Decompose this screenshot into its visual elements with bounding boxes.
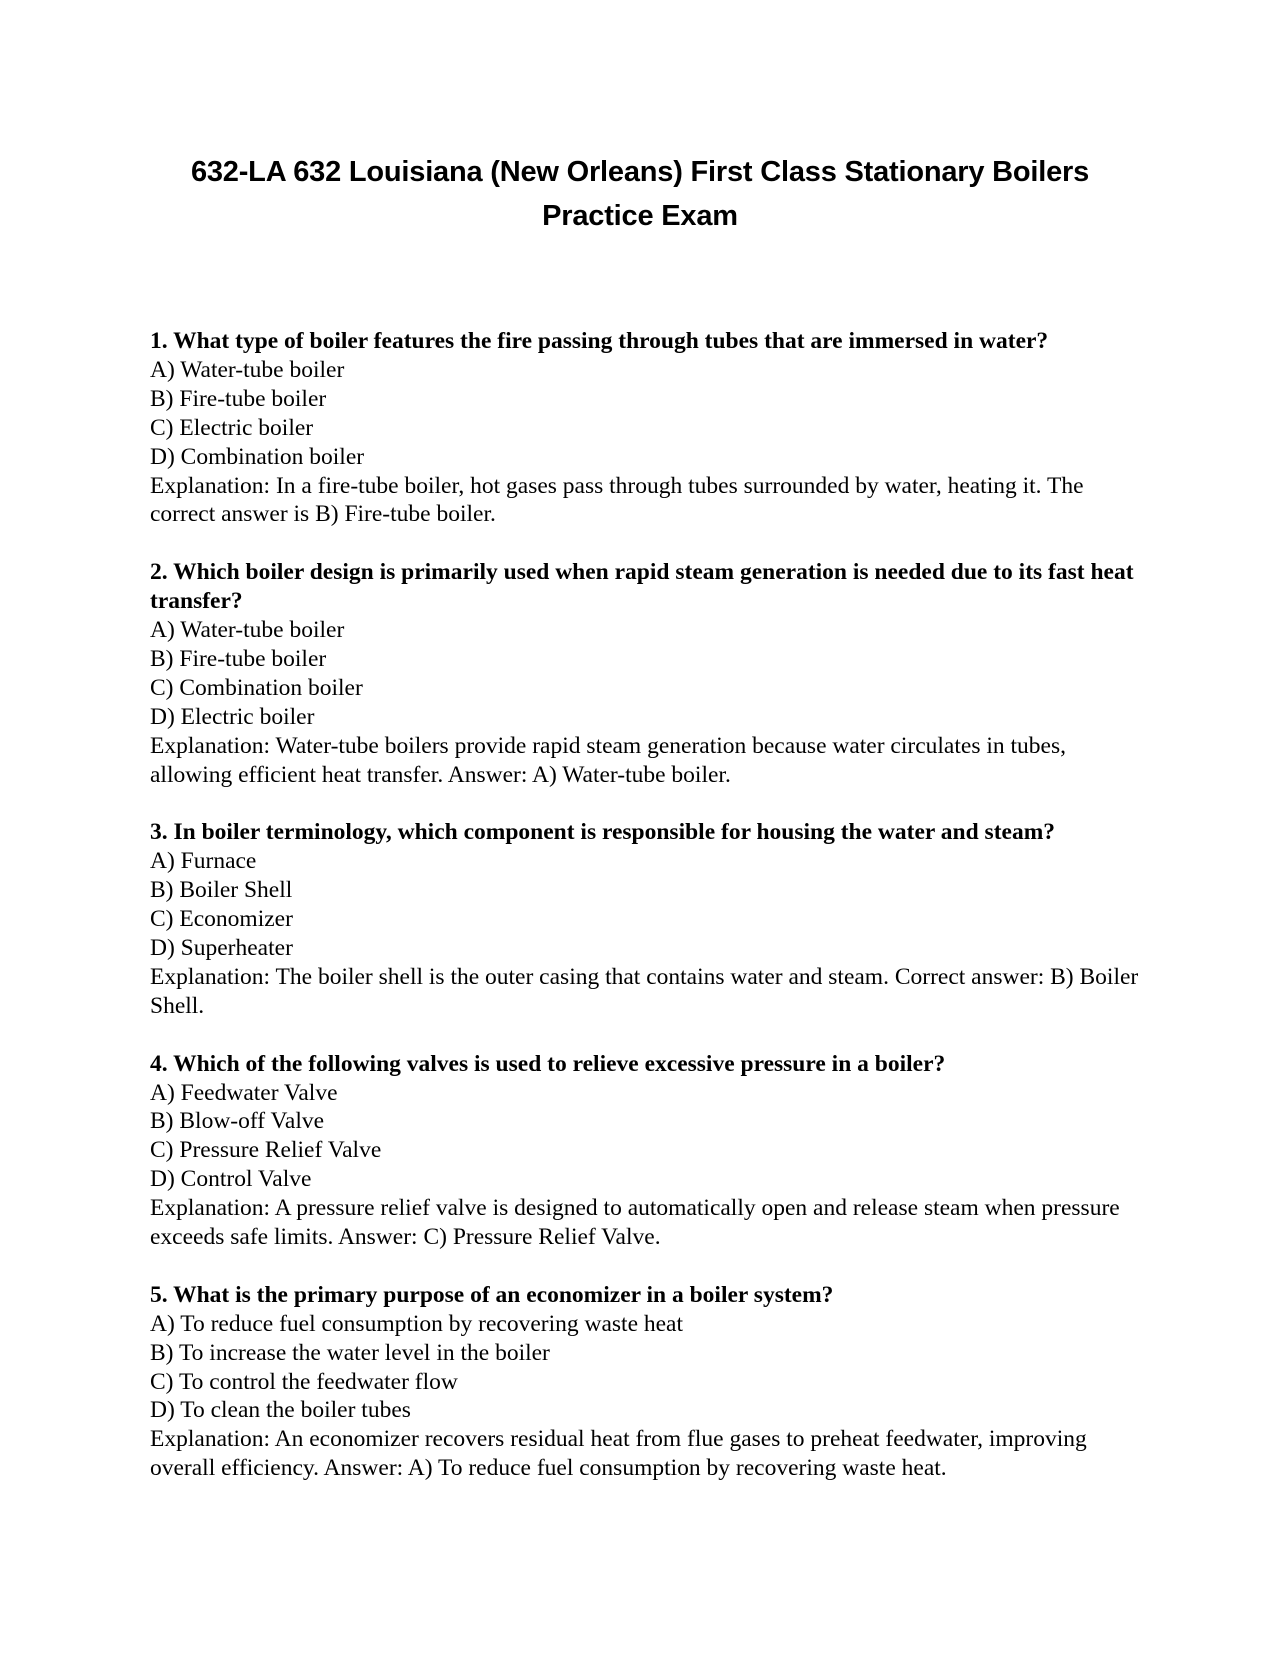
explanation-text: Explanation: In a fire-tube boiler, hot gases pass through tubes surrounded by water, heating it. The correct answer is B) Fire-tube boiler. [150, 472, 1084, 528]
explanation-text: Explanation: An economizer recovers residual heat from flue gases to preheat feedwater, improving overall efficiency. Answer: A) To reduce fuel consumption by recovering waste heat. [150, 1426, 1087, 1482]
question-text: 2. Which boiler design is primarily used when rapid steam generation is needed due to its fast heat transfer? [150, 559, 1134, 615]
question-block-2 [150, 558, 1150, 789]
question-block-5 [150, 1281, 1150, 1483]
option-d: D) Combination boiler [150, 443, 365, 470]
option-a: A) To reduce fuel consumption by recovering waste heat [150, 1310, 684, 1337]
question-block-1 [150, 327, 1150, 529]
question-text: 4. Which of the following valves is used to relieve excessive pressure in a boiler? [150, 1050, 946, 1077]
option-d: D) To clean the boiler tubes [150, 1397, 411, 1424]
question-list [150, 327, 1150, 1512]
title-line-2: Practice Exam [542, 200, 738, 232]
option-b: B) Boiler Shell [150, 877, 293, 904]
option-a: A) Water-tube boiler [150, 356, 345, 383]
option-a: A) Water-tube boiler [150, 617, 345, 644]
option-a: A) Furnace [150, 848, 257, 875]
option-c: C) Economizer [150, 906, 293, 933]
title-line-1: 632-LA 632 Louisiana (New Orleans) First Class Stationary Boilers [190, 156, 1090, 188]
question-text: 5. What is the primary purpose of an economizer in a boiler system? [150, 1281, 834, 1308]
page-title [100, 150, 1180, 238]
option-b: B) Fire-tube boiler [150, 385, 327, 412]
explanation-text: Explanation: A pressure relief valve is designed to automatically open and release steam when pressure exceeds safe limits. Answer: C) Pressure Relief Valve. [150, 1195, 1120, 1251]
question-block-4 [150, 1050, 1150, 1252]
option-b: B) Blow-off Valve [150, 1108, 325, 1135]
option-a: A) Feedwater Valve [150, 1079, 338, 1106]
option-c: C) Pressure Relief Valve [150, 1137, 382, 1164]
option-d: D) Electric boiler [150, 703, 315, 730]
option-c: C) Electric boiler [150, 414, 314, 441]
question-block-3 [150, 818, 1150, 1020]
option-d: D) Superheater [150, 935, 293, 961]
option-c: C) To control the feedwater flow [150, 1368, 458, 1395]
option-d: D) Control Valve [150, 1166, 312, 1193]
question-text: 1. What type of boiler features the fire passing through tubes that are immersed in water? [150, 328, 1049, 354]
question-text: 3. In boiler terminology, which component is responsible for housing the water and steam? [150, 819, 1056, 846]
option-c: C) Combination boiler [150, 674, 363, 701]
option-b: B) Fire-tube boiler [150, 645, 327, 672]
explanation-text: Explanation: The boiler shell is the outer casing that contains water and steam. Correct answer: B) Boiler Shell. [150, 963, 1139, 1019]
option-b: B) To increase the water level in the boiler [150, 1339, 550, 1366]
explanation-text: Explanation: Water-tube boilers provide rapid steam generation because water circulates in tubes, allowing efficient heat transfer. Answer: A) Water-tube boiler. [150, 732, 1066, 788]
